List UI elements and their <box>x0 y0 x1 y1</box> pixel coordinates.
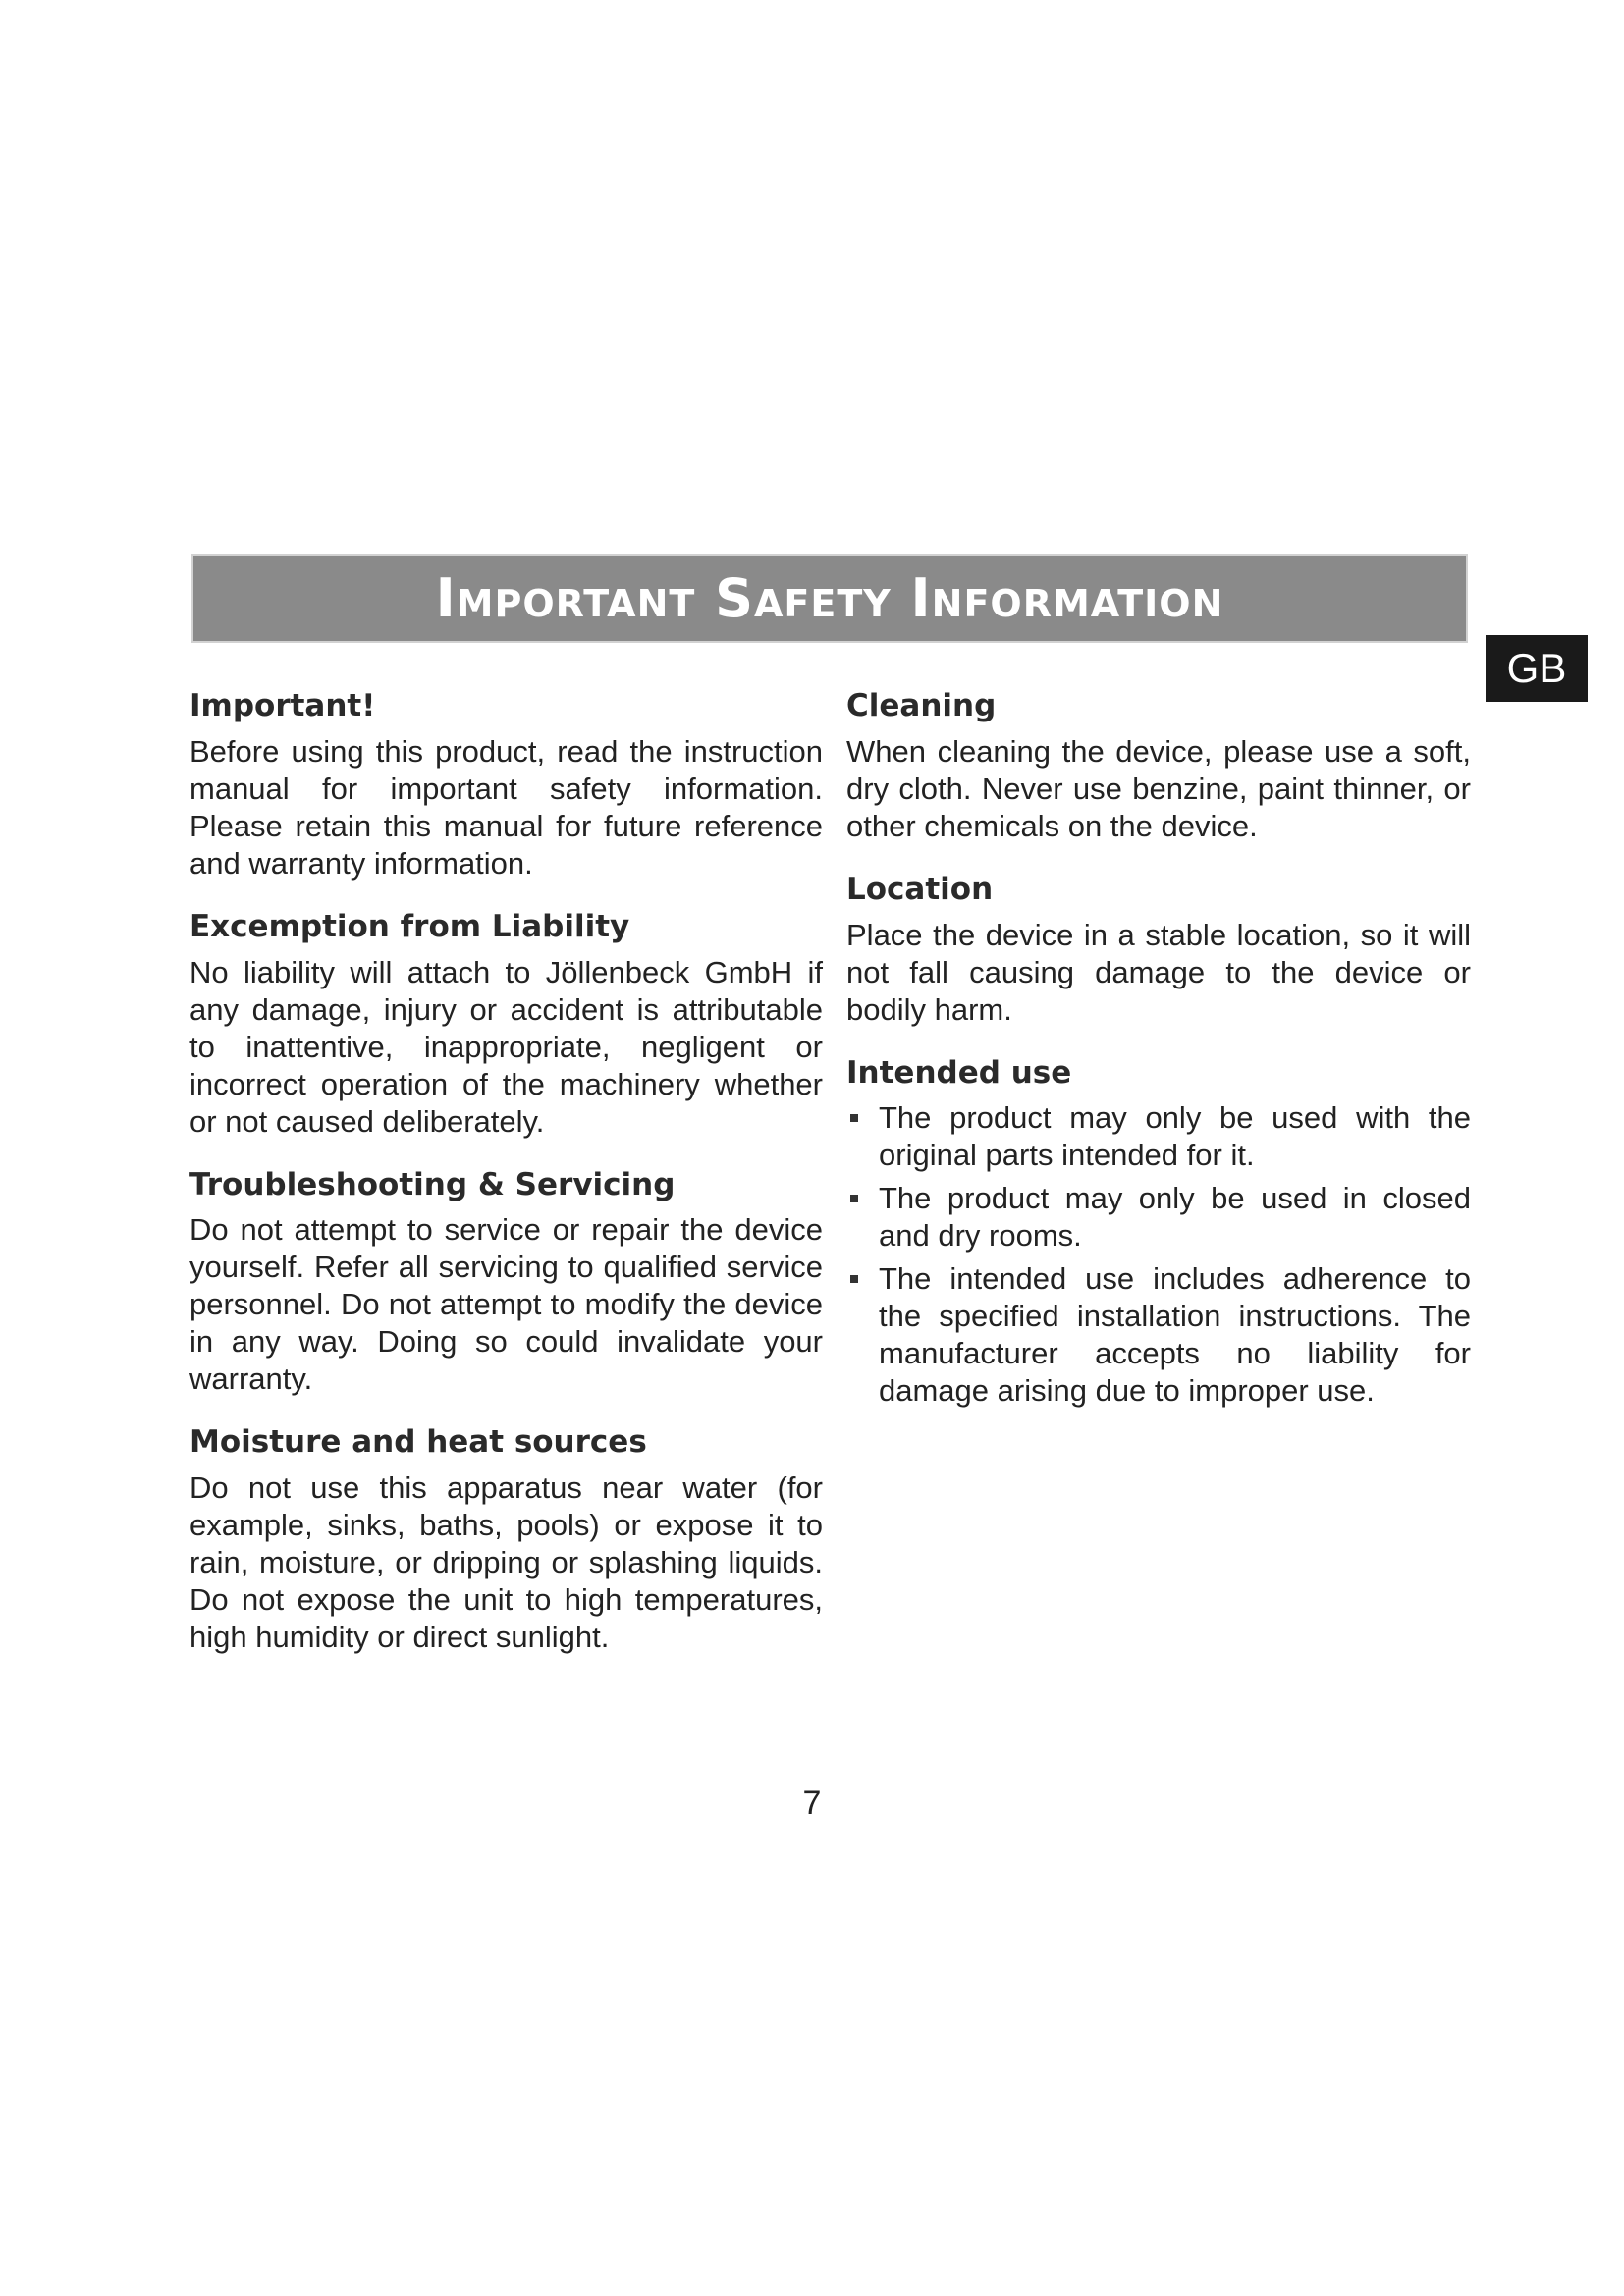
section-moisture <box>189 1423 823 1656</box>
section-important <box>189 687 823 882</box>
section-liability <box>189 908 823 1141</box>
right-column <box>846 687 1471 1435</box>
section-text: When cleaning the device, please use a soft, dry cloth. Never use benzine, paint thinner, or other chemicals on the device. <box>846 733 1471 843</box>
page-title: Important Safety Information <box>435 566 1224 629</box>
section-text: Place the device in a stable location, so it will not fall causing damage to the device or bodily harm. <box>846 917 1471 1027</box>
language-tab: GB <box>1486 635 1588 702</box>
bullet-square-icon <box>850 1275 858 1283</box>
section-text: Do not use this apparatus near water (for example, sinks, baths, pools) or expose it to rain, moisture, or dripping or splashing liquids. Do not expose the unit to high temperatures, high humidity or direct sunlight. <box>189 1470 823 1654</box>
section-heading: Excemption from Liability <box>189 908 630 944</box>
section-heading: Intended use <box>846 1054 1072 1091</box>
list-item-text: The product may only be used in closed and dry rooms. <box>879 1181 1471 1254</box>
list-item-text: The product may only be used with the original parts intended for it. <box>879 1100 1471 1173</box>
page-number: 7 <box>802 1785 822 1822</box>
section-text: Do not attempt to service or repair the device yourself. Refer all servicing to qualified service personnel. Do not attempt to modify the device in any way. Doing so could invalidate your warranty. <box>189 1212 823 1397</box>
section-heading: Important! <box>189 688 376 723</box>
bullet-square-icon <box>850 1195 858 1202</box>
section-heading: Location <box>846 871 994 907</box>
section-text: No liability will attach to Jöllenbeck GmbH if any damage, injury or accident is attributable to inattentive, inappropriate, negligent or incorrect operation of the machinery whether or not caused deliberately. <box>189 954 823 1139</box>
list-item-text: The intended use includes adherence to the specified installation instructions. The manufacturer accepts no liability for damage arising due to improper use. <box>879 1261 1471 1409</box>
section-intended-use <box>846 1054 1471 1411</box>
list-item <box>846 1180 1471 1255</box>
section-heading: Troubleshooting & Servicing <box>189 1166 676 1202</box>
section-location <box>846 871 1471 1029</box>
list-item <box>846 1099 1471 1174</box>
list-item <box>846 1260 1471 1410</box>
section-text: Before using this product, read the instruction manual for important safety information. Please retain this manual for future reference and warranty information. <box>189 733 823 881</box>
section-heading: Moisture and heat sources <box>189 1424 647 1461</box>
section-heading: Cleaning <box>846 688 997 723</box>
left-column <box>189 687 823 1682</box>
section-cleaning <box>846 687 1471 845</box>
intended-use-list <box>846 1099 1471 1410</box>
title-banner <box>191 554 1468 643</box>
bullet-square-icon <box>850 1114 858 1122</box>
section-troubleshooting <box>189 1166 823 1399</box>
